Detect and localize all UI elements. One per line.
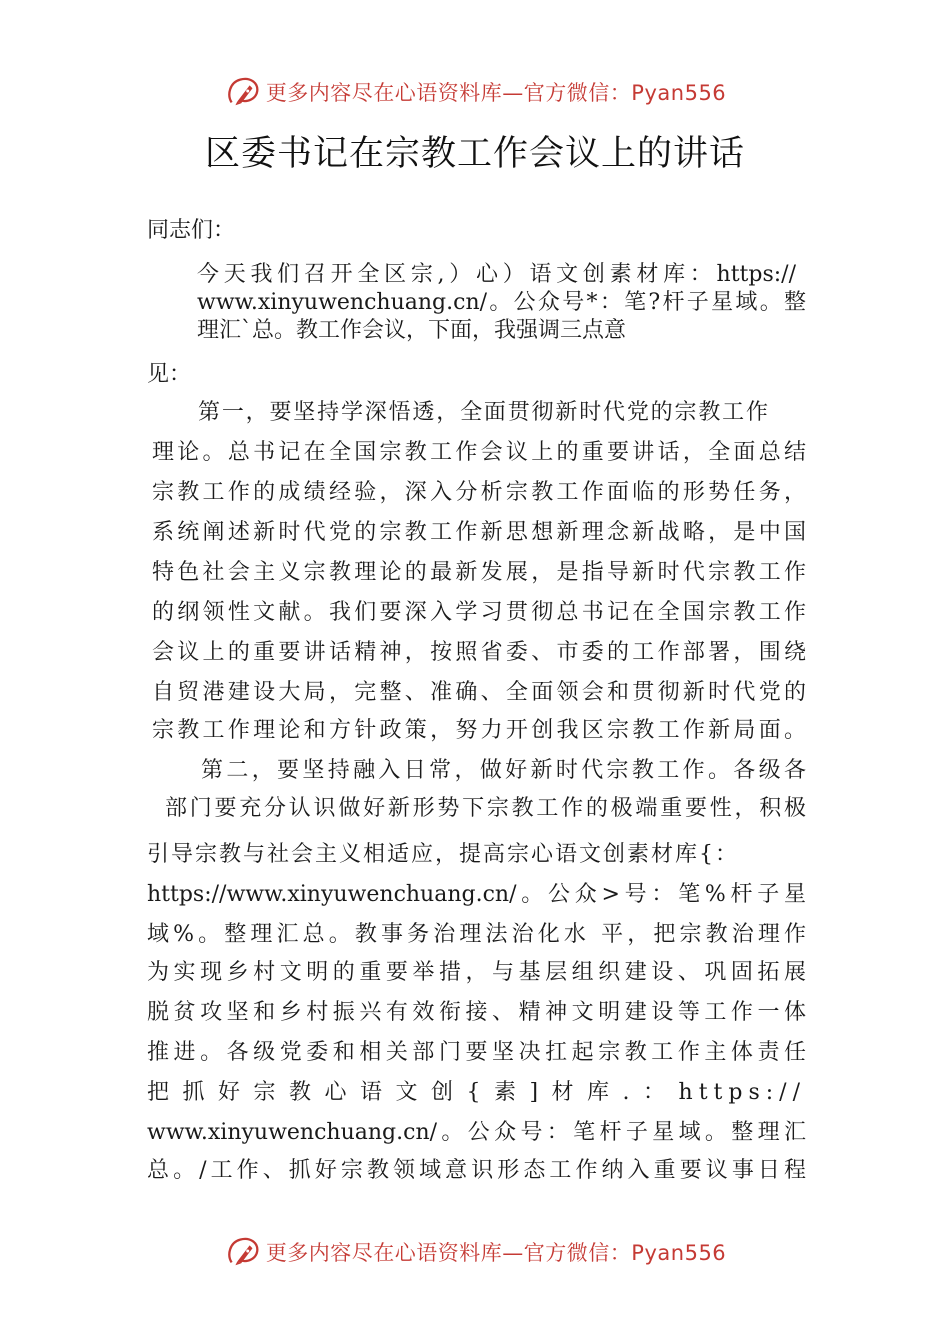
header-watermark-banner (0, 72, 950, 112)
footer-watermark-banner (0, 1232, 950, 1272)
body-line: 今天我们召开全区宗,）心）语文创素材库：https:// (197, 262, 796, 287)
body-line: 系统阐述新时代党的宗教工作新思想新理念新战略，是中国 (152, 520, 806, 545)
body-line: 宗教工作理论和方针政策，努力开创我区宗教工作新局面。 (152, 718, 806, 743)
salutation-line: 同志们： (147, 218, 236, 243)
body-line: 见： (147, 362, 192, 387)
body-line: www.xinyuwenchuang.cn/。公众号：笔杆子星域。整理汇 (147, 1120, 806, 1145)
body-line: 宗教工作的成绩经验，深入分析宗教工作面临的形势任务， (152, 480, 806, 505)
body-line: 的纲领性文献。我们要深入学习贯彻总书记在全国宗教工作 (152, 600, 806, 625)
body-line: 把抓好宗教心语文创{素]材库.：https:// (147, 1080, 806, 1105)
body-line: 会议上的重要讲话精神，按照省委、市委的工作部署，围绕 (152, 640, 806, 665)
body-line: 域%。整理汇总。教事务治理法治化水 平，把宗教治理作 (147, 922, 806, 947)
fountain-pen-logo-icon (224, 73, 262, 111)
body-line: 引导宗教与社会主义相适应，提高宗心语文创素材库{： (147, 842, 739, 867)
body-line: 特色社会主义宗教理论的最新发展，是指导新时代宗教工作 (152, 560, 806, 585)
fountain-pen-logo-icon (224, 1233, 262, 1271)
body-line: 第二，要坚持融入日常，做好新时代宗教工作。各级各 (201, 758, 806, 783)
header-watermark-text: 更多内容尽在心语资料库—官方微信：Pyan556 (265, 81, 727, 105)
body-line: 部门要充分认识做好新形势下宗教工作的极端重要性，积极 (165, 796, 806, 821)
body-line: 理汇`总。教工作会议，下面，我强调三点意 (197, 318, 627, 343)
body-line: 第一，要坚持学深悟透，全面贯彻新时代党的宗教工作 (198, 400, 768, 425)
document-title: 区委书记在宗教工作会议上的讲话 (204, 134, 745, 174)
body-line: 推进。各级党委和相关部门要坚决扛起宗教工作主体责任 (147, 1040, 806, 1065)
body-line: 脱贫攻坚和乡村振兴有效衔接、精神文明建设等工作一体 (147, 1000, 806, 1025)
footer-watermark-text: 更多内容尽在心语资料库—官方微信：Pyan556 (265, 1241, 727, 1265)
body-line: 理论。总书记在全国宗教工作会议上的重要讲话，全面总结 (152, 440, 806, 465)
body-line: 为实现乡村文明的重要举措，与基层组织建设、巩固拓展 (147, 960, 806, 985)
body-line: https://www.xinyuwenchuang.cn/。公众>号：笔%杆子星 (147, 882, 806, 907)
body-line: 总。/工作、抓好宗教领域意识形态工作纳入重要议事日程 (147, 1158, 806, 1183)
body-line: 自贸港建设大局，完整、准确、全面领会和贯彻新时代党的 (152, 680, 806, 705)
body-line: www.xinyuwenchuang.cn/。公众号*：笔?杆子星域。整 (197, 290, 806, 315)
